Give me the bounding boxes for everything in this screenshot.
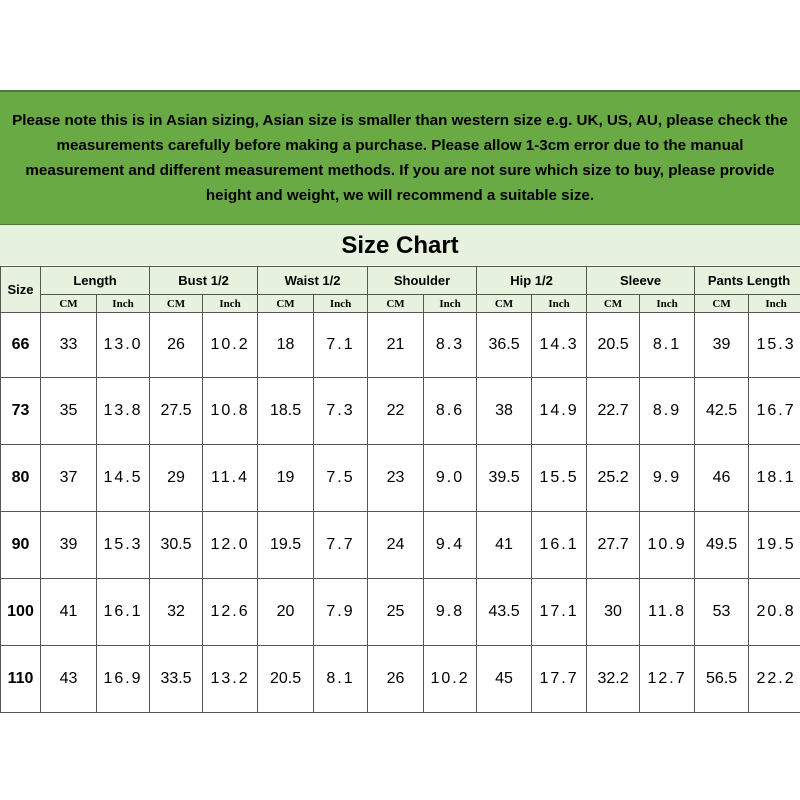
cm-value-cell: 43.5	[477, 579, 532, 646]
inch-value-cell: 16.1	[532, 512, 587, 579]
cm-value-cell: 19	[258, 445, 314, 512]
size-chart-table	[0, 266, 800, 713]
inch-value-cell: 19.5	[749, 512, 800, 579]
cm-unit-header: CM	[258, 295, 314, 313]
shoulder-header: Shoulder	[368, 267, 477, 295]
size-cell: 90	[1, 512, 41, 579]
cm-value-cell: 56.5	[695, 646, 749, 713]
table-row	[1, 512, 800, 579]
inch-value-cell: 20.8	[749, 579, 800, 646]
cm-unit-header: CM	[150, 295, 203, 313]
inch-unit-header: Inch	[424, 295, 477, 313]
cm-value-cell: 18.5	[258, 378, 314, 445]
cm-value-cell: 27.5	[150, 378, 203, 445]
inch-unit-header: Inch	[640, 295, 695, 313]
inch-value-cell: 13.2	[203, 646, 258, 713]
cm-value-cell: 30.5	[150, 512, 203, 579]
inch-value-cell: 11.8	[640, 579, 695, 646]
cm-value-cell: 29	[150, 445, 203, 512]
table-row	[1, 313, 800, 378]
inch-unit-header: Inch	[749, 295, 800, 313]
cm-value-cell: 38	[477, 378, 532, 445]
cm-value-cell: 18	[258, 313, 314, 378]
cm-value-cell: 46	[695, 445, 749, 512]
inch-value-cell: 17.1	[532, 579, 587, 646]
sizing-notice-text: Please note this is in Asian sizing, Asian size is smaller than western size e.g. UK, US, AU, please check the measurements carefully before making a purchase. Please allow 1-3cm error due to the manual measurement and different measurement methods. If you are not sure which size to buy, please provide height and weight, we will recommend a suitable size.	[12, 112, 788, 204]
cm-value-cell: 49.5	[695, 512, 749, 579]
inch-value-cell: 8.1	[314, 646, 368, 713]
cm-unit-header: CM	[368, 295, 424, 313]
cm-value-cell: 39	[41, 512, 97, 579]
inch-value-cell: 17.7	[532, 646, 587, 713]
cm-value-cell: 37	[41, 445, 97, 512]
cm-value-cell: 22	[368, 378, 424, 445]
inch-value-cell: 8.3	[424, 313, 477, 378]
cm-unit-header: CM	[477, 295, 532, 313]
size-chart-title: Size Chart	[0, 225, 800, 265]
cm-value-cell: 42.5	[695, 378, 749, 445]
table-row	[1, 646, 800, 713]
cm-value-cell: 22.7	[587, 378, 640, 445]
inch-value-cell: 8.9	[640, 378, 695, 445]
cm-value-cell: 20	[258, 579, 314, 646]
inch-value-cell: 16.7	[749, 378, 800, 445]
cm-value-cell: 32	[150, 579, 203, 646]
inch-value-cell: 7.1	[314, 313, 368, 378]
inch-value-cell: 10.8	[203, 378, 258, 445]
size-cell: 66	[1, 313, 41, 378]
group-header-row	[1, 267, 800, 295]
table-row	[1, 579, 800, 646]
size-cell: 100	[1, 579, 41, 646]
length-header: Length	[41, 267, 150, 295]
inch-value-cell: 10.2	[424, 646, 477, 713]
cm-value-cell: 41	[41, 579, 97, 646]
inch-value-cell: 18.1	[749, 445, 800, 512]
inch-value-cell: 12.6	[203, 579, 258, 646]
table-row	[1, 445, 800, 512]
pants-length-header: Pants Length	[695, 267, 800, 295]
cm-value-cell: 36.5	[477, 313, 532, 378]
cm-value-cell: 24	[368, 512, 424, 579]
cm-value-cell: 19.5	[258, 512, 314, 579]
inch-value-cell: 16.1	[97, 579, 150, 646]
cm-value-cell: 26	[150, 313, 203, 378]
cm-value-cell: 45	[477, 646, 532, 713]
size-cell: 80	[1, 445, 41, 512]
cm-value-cell: 26	[368, 646, 424, 713]
cm-value-cell: 23	[368, 445, 424, 512]
cm-unit-header: CM	[41, 295, 97, 313]
cm-unit-header: CM	[587, 295, 640, 313]
cm-value-cell: 53	[695, 579, 749, 646]
inch-value-cell: 22.2	[749, 646, 800, 713]
cm-value-cell: 39	[695, 313, 749, 378]
cm-value-cell: 30	[587, 579, 640, 646]
size-cell: 73	[1, 378, 41, 445]
inch-value-cell: 9.4	[424, 512, 477, 579]
inch-value-cell: 7.7	[314, 512, 368, 579]
cm-value-cell: 33	[41, 313, 97, 378]
inch-value-cell: 7.9	[314, 579, 368, 646]
cm-value-cell: 20.5	[587, 313, 640, 378]
unit-header-row	[1, 295, 800, 313]
inch-value-cell: 15.5	[532, 445, 587, 512]
sleeve-header: Sleeve	[587, 267, 695, 295]
inch-value-cell: 8.1	[640, 313, 695, 378]
inch-unit-header: Inch	[532, 295, 587, 313]
sizing-notice-banner	[0, 90, 800, 225]
inch-value-cell: 12.7	[640, 646, 695, 713]
size-cell: 110	[1, 646, 41, 713]
cm-value-cell: 39.5	[477, 445, 532, 512]
inch-value-cell: 10.9	[640, 512, 695, 579]
cm-value-cell: 25	[368, 579, 424, 646]
cm-value-cell: 27.7	[587, 512, 640, 579]
inch-value-cell: 16.9	[97, 646, 150, 713]
inch-value-cell: 14.3	[532, 313, 587, 378]
table-row	[1, 378, 800, 445]
cm-value-cell: 21	[368, 313, 424, 378]
inch-value-cell: 15.3	[97, 512, 150, 579]
inch-value-cell: 7.5	[314, 445, 368, 512]
inch-unit-header: Inch	[97, 295, 150, 313]
inch-value-cell: 10.2	[203, 313, 258, 378]
size-header: Size	[1, 267, 41, 313]
inch-value-cell: 9.9	[640, 445, 695, 512]
inch-value-cell: 13.8	[97, 378, 150, 445]
cm-value-cell: 43	[41, 646, 97, 713]
inch-value-cell: 9.0	[424, 445, 477, 512]
inch-value-cell: 15.3	[749, 313, 800, 378]
cm-unit-header: CM	[695, 295, 749, 313]
inch-value-cell: 14.9	[532, 378, 587, 445]
waist-header: Waist 1/2	[258, 267, 368, 295]
cm-value-cell: 20.5	[258, 646, 314, 713]
inch-value-cell: 13.0	[97, 313, 150, 378]
cm-value-cell: 25.2	[587, 445, 640, 512]
inch-value-cell: 9.8	[424, 579, 477, 646]
inch-value-cell: 12.0	[203, 512, 258, 579]
cm-value-cell: 33.5	[150, 646, 203, 713]
bust-header: Bust 1/2	[150, 267, 258, 295]
inch-value-cell: 7.3	[314, 378, 368, 445]
inch-value-cell: 14.5	[97, 445, 150, 512]
cm-value-cell: 41	[477, 512, 532, 579]
hip-header: Hip 1/2	[477, 267, 587, 295]
inch-unit-header: Inch	[314, 295, 368, 313]
inch-unit-header: Inch	[203, 295, 258, 313]
inch-value-cell: 11.4	[203, 445, 258, 512]
cm-value-cell: 35	[41, 378, 97, 445]
cm-value-cell: 32.2	[587, 646, 640, 713]
inch-value-cell: 8.6	[424, 378, 477, 445]
